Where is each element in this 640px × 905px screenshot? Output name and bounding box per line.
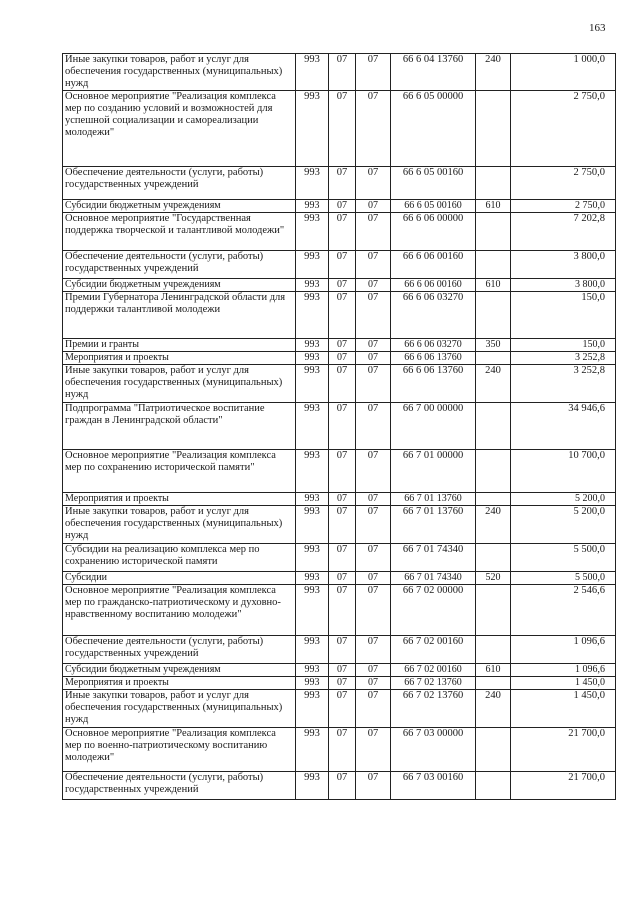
cell-amount: 1 096,6 [511, 636, 616, 664]
table-row [63, 493, 616, 506]
cell-ministry: 993 [296, 365, 329, 403]
table-row [63, 91, 616, 167]
cell-subsection: 07 [356, 200, 391, 213]
cell-target: 66 7 02 13760 [391, 690, 476, 728]
cell-section: 07 [329, 352, 356, 365]
cell-name: Основное мероприятие "Реализация комплекса мер по сохранению исторической памяти" [63, 450, 296, 493]
cell-expense-type [476, 585, 511, 636]
cell-ministry: 993 [296, 493, 329, 506]
cell-name: Иные закупки товаров, работ и услуг для обеспечения государственных (муниципальных) нужд [63, 506, 296, 544]
cell-subsection: 07 [356, 636, 391, 664]
cell-name: Обеспечение деятельности (услуги, работы) государственных учреждений [63, 636, 296, 664]
cell-subsection: 07 [356, 585, 391, 636]
cell-target: 66 6 06 03270 [391, 292, 476, 339]
cell-amount: 150,0 [511, 292, 616, 339]
cell-subsection: 07 [356, 91, 391, 167]
cell-name: Субсидии на реализацию комплекса мер по сохранению исторической памяти [63, 544, 296, 572]
cell-target: 66 6 06 03270 [391, 339, 476, 352]
cell-expense-type [476, 167, 511, 200]
cell-expense-type [476, 544, 511, 572]
cell-subsection: 07 [356, 292, 391, 339]
cell-target: 66 7 01 74340 [391, 572, 476, 585]
cell-expense-type [476, 251, 511, 279]
cell-amount: 150,0 [511, 339, 616, 352]
cell-name: Субсидии [63, 572, 296, 585]
cell-expense-type [476, 213, 511, 251]
table-row [63, 690, 616, 728]
cell-amount: 2 546,6 [511, 585, 616, 636]
cell-expense-type [476, 677, 511, 690]
cell-expense-type: 240 [476, 506, 511, 544]
cell-section: 07 [329, 664, 356, 677]
cell-name: Иные закупки товаров, работ и услуг для обеспечения государственных (муниципальных) нужд [63, 690, 296, 728]
cell-name: Основное мероприятие "Реализация комплекса мер по гражданско-патриотическому и духовно-нравственному воспитанию молодежи" [63, 585, 296, 636]
cell-amount: 1 000,0 [511, 54, 616, 91]
cell-amount: 21 700,0 [511, 772, 616, 800]
cell-ministry: 993 [296, 677, 329, 690]
cell-section: 07 [329, 544, 356, 572]
cell-subsection: 07 [356, 279, 391, 292]
table-row [63, 213, 616, 251]
cell-subsection: 07 [356, 506, 391, 544]
cell-expense-type [476, 292, 511, 339]
table-row [63, 728, 616, 772]
cell-section: 07 [329, 506, 356, 544]
table-row [63, 403, 616, 450]
cell-target: 66 6 05 00000 [391, 91, 476, 167]
cell-name: Основное мероприятие "Государственная поддержка творческой и талантливой молодежи" [63, 213, 296, 251]
table-row [63, 292, 616, 339]
cell-ministry: 993 [296, 167, 329, 200]
cell-amount: 5 500,0 [511, 572, 616, 585]
cell-ministry: 993 [296, 690, 329, 728]
cell-expense-type: 240 [476, 54, 511, 91]
cell-ministry: 993 [296, 292, 329, 339]
cell-amount: 3 800,0 [511, 279, 616, 292]
cell-name: Обеспечение деятельности (услуги, работы) государственных учреждений [63, 167, 296, 200]
cell-subsection: 07 [356, 352, 391, 365]
table-row [63, 450, 616, 493]
cell-amount: 2 750,0 [511, 200, 616, 213]
table-row [63, 339, 616, 352]
cell-target: 66 7 02 00160 [391, 664, 476, 677]
cell-section: 07 [329, 636, 356, 664]
cell-amount: 5 500,0 [511, 544, 616, 572]
cell-section: 07 [329, 690, 356, 728]
cell-expense-type: 520 [476, 572, 511, 585]
table-row [63, 54, 616, 91]
table-row [63, 572, 616, 585]
cell-ministry: 993 [296, 91, 329, 167]
cell-section: 07 [329, 200, 356, 213]
cell-subsection: 07 [356, 251, 391, 279]
cell-section: 07 [329, 493, 356, 506]
cell-subsection: 07 [356, 664, 391, 677]
cell-expense-type [476, 636, 511, 664]
cell-section: 07 [329, 772, 356, 800]
cell-section: 07 [329, 365, 356, 403]
cell-amount: 3 800,0 [511, 251, 616, 279]
table-row [63, 352, 616, 365]
cell-amount: 3 252,8 [511, 365, 616, 403]
cell-target: 66 6 06 13760 [391, 352, 476, 365]
cell-target: 66 6 06 13760 [391, 365, 476, 403]
cell-name: Субсидии бюджетным учреждениям [63, 664, 296, 677]
cell-name: Основное мероприятие "Реализация комплекса мер по военно-патриотическому воспитанию молодежи" [63, 728, 296, 772]
cell-ministry: 993 [296, 339, 329, 352]
cell-section: 07 [329, 677, 356, 690]
cell-name: Премии и гранты [63, 339, 296, 352]
table-row [63, 636, 616, 664]
budget-table [62, 53, 616, 800]
cell-name: Субсидии бюджетным учреждениям [63, 200, 296, 213]
table-row [63, 772, 616, 800]
cell-name: Обеспечение деятельности (услуги, работы) государственных учреждений [63, 772, 296, 800]
table-row [63, 200, 616, 213]
cell-target: 66 7 02 00160 [391, 636, 476, 664]
cell-amount: 34 946,6 [511, 403, 616, 450]
cell-name: Мероприятия и проекты [63, 493, 296, 506]
cell-amount: 7 202,8 [511, 213, 616, 251]
cell-expense-type [476, 91, 511, 167]
cell-amount: 2 750,0 [511, 91, 616, 167]
cell-amount: 1 096,6 [511, 664, 616, 677]
cell-target: 66 7 01 13760 [391, 493, 476, 506]
table-row [63, 677, 616, 690]
cell-ministry: 993 [296, 572, 329, 585]
cell-subsection: 07 [356, 167, 391, 200]
cell-ministry: 993 [296, 200, 329, 213]
cell-ministry: 993 [296, 544, 329, 572]
table-row [63, 251, 616, 279]
table-row [63, 279, 616, 292]
cell-section: 07 [329, 279, 356, 292]
cell-name: Подпрограмма "Патриотическое воспитание граждан в Ленинградской области" [63, 403, 296, 450]
cell-expense-type [476, 728, 511, 772]
table-row [63, 664, 616, 677]
cell-target: 66 7 02 00000 [391, 585, 476, 636]
cell-expense-type: 240 [476, 365, 511, 403]
cell-target: 66 6 06 00160 [391, 279, 476, 292]
cell-ministry: 993 [296, 279, 329, 292]
cell-subsection: 07 [356, 728, 391, 772]
cell-subsection: 07 [356, 493, 391, 506]
cell-subsection: 07 [356, 572, 391, 585]
cell-target: 66 6 06 00160 [391, 251, 476, 279]
cell-name: Иные закупки товаров, работ и услуг для обеспечения государственных (муниципальных) нужд [63, 54, 296, 91]
cell-expense-type: 610 [476, 664, 511, 677]
cell-ministry: 993 [296, 772, 329, 800]
cell-amount: 1 450,0 [511, 690, 616, 728]
cell-expense-type [476, 450, 511, 493]
cell-ministry: 993 [296, 506, 329, 544]
cell-target: 66 7 03 00160 [391, 772, 476, 800]
cell-ministry: 993 [296, 450, 329, 493]
cell-expense-type [476, 493, 511, 506]
cell-ministry: 993 [296, 54, 329, 91]
cell-name: Обеспечение деятельности (услуги, работы) государственных учреждений [63, 251, 296, 279]
cell-ministry: 993 [296, 664, 329, 677]
cell-subsection: 07 [356, 403, 391, 450]
cell-name: Мероприятия и проекты [63, 677, 296, 690]
page-number: 163 [589, 22, 606, 34]
cell-subsection: 07 [356, 365, 391, 403]
cell-section: 07 [329, 91, 356, 167]
table-row [63, 365, 616, 403]
cell-ministry: 993 [296, 585, 329, 636]
cell-target: 66 6 06 00000 [391, 213, 476, 251]
cell-expense-type: 610 [476, 200, 511, 213]
cell-subsection: 07 [356, 772, 391, 800]
cell-expense-type: 610 [476, 279, 511, 292]
cell-name: Премии Губернатора Ленинградской области для поддержки талантливой молодежи [63, 292, 296, 339]
cell-section: 07 [329, 54, 356, 91]
cell-ministry: 993 [296, 728, 329, 772]
cell-section: 07 [329, 403, 356, 450]
cell-subsection: 07 [356, 677, 391, 690]
table-row [63, 506, 616, 544]
cell-section: 07 [329, 167, 356, 200]
cell-amount: 5 200,0 [511, 493, 616, 506]
cell-target: 66 7 01 00000 [391, 450, 476, 493]
cell-ministry: 993 [296, 636, 329, 664]
cell-expense-type [476, 403, 511, 450]
cell-subsection: 07 [356, 339, 391, 352]
cell-amount: 1 450,0 [511, 677, 616, 690]
cell-section: 07 [329, 213, 356, 251]
cell-ministry: 993 [296, 403, 329, 450]
cell-subsection: 07 [356, 690, 391, 728]
cell-target: 66 7 02 13760 [391, 677, 476, 690]
cell-section: 07 [329, 728, 356, 772]
table-row [63, 544, 616, 572]
cell-target: 66 7 01 74340 [391, 544, 476, 572]
cell-target: 66 6 04 13760 [391, 54, 476, 91]
table-row [63, 167, 616, 200]
cell-amount: 2 750,0 [511, 167, 616, 200]
cell-subsection: 07 [356, 544, 391, 572]
cell-target: 66 7 00 00000 [391, 403, 476, 450]
cell-amount: 3 252,8 [511, 352, 616, 365]
cell-name: Основное мероприятие "Реализация комплекса мер по созданию условий и возможностей для успешной социализации и самореализации молодежи" [63, 91, 296, 167]
cell-target: 66 7 03 00000 [391, 728, 476, 772]
cell-section: 07 [329, 339, 356, 352]
cell-ministry: 993 [296, 213, 329, 251]
cell-subsection: 07 [356, 54, 391, 91]
cell-section: 07 [329, 572, 356, 585]
cell-expense-type [476, 772, 511, 800]
cell-amount: 5 200,0 [511, 506, 616, 544]
cell-ministry: 993 [296, 352, 329, 365]
cell-expense-type: 350 [476, 339, 511, 352]
table-row [63, 585, 616, 636]
cell-amount: 10 700,0 [511, 450, 616, 493]
cell-expense-type [476, 352, 511, 365]
cell-target: 66 6 05 00160 [391, 200, 476, 213]
cell-name: Мероприятия и проекты [63, 352, 296, 365]
cell-subsection: 07 [356, 450, 391, 493]
cell-section: 07 [329, 292, 356, 339]
cell-target: 66 7 01 13760 [391, 506, 476, 544]
cell-amount: 21 700,0 [511, 728, 616, 772]
cell-name: Субсидии бюджетным учреждениям [63, 279, 296, 292]
cell-section: 07 [329, 450, 356, 493]
cell-target: 66 6 05 00160 [391, 167, 476, 200]
cell-name: Иные закупки товаров, работ и услуг для обеспечения государственных (муниципальных) нужд [63, 365, 296, 403]
cell-subsection: 07 [356, 213, 391, 251]
cell-section: 07 [329, 585, 356, 636]
cell-section: 07 [329, 251, 356, 279]
cell-ministry: 993 [296, 251, 329, 279]
cell-expense-type: 240 [476, 690, 511, 728]
